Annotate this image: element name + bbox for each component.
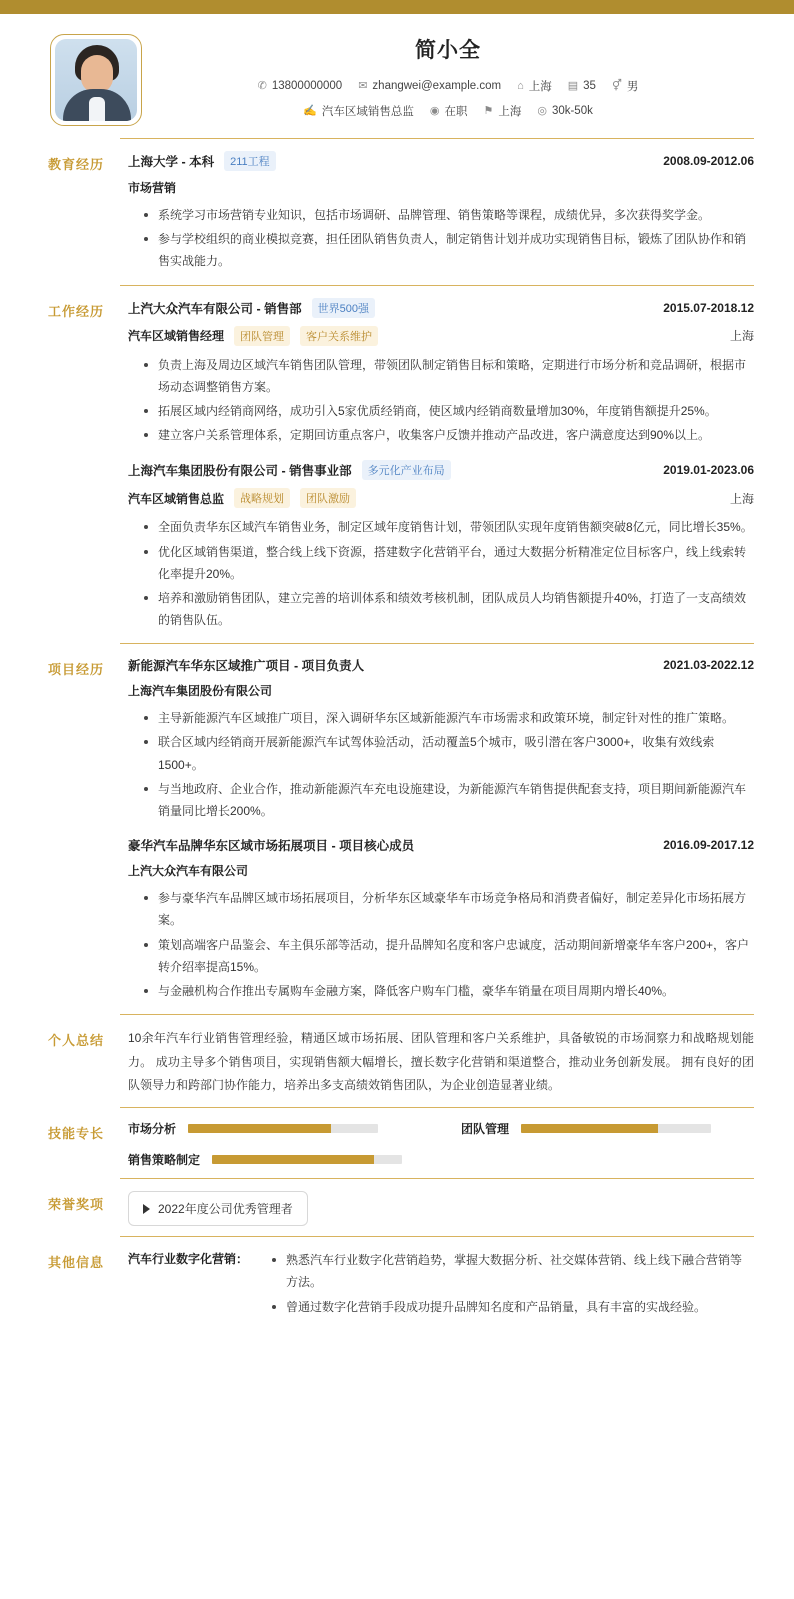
list-item: 策划高端客户品鉴会、车主俱乐部等活动，提升品牌知名度和客户忠诚度，活动期间新增豪华车客户200+，客户转介绍率提高15%。 (144, 934, 754, 978)
page-title: 简小全 (415, 39, 481, 62)
list-item: 负责上海及周边区域汽车销售团队管理，带领团队制定销售目标和策略，定期进行市场分析和竞品调研，根据市场动态调整销售方案。 (144, 354, 754, 398)
list-item: 系统学习市场营销专业知识，包括市场调研、品牌管理、销售策略等课程，成绩优异，多次获得奖学金。 (144, 204, 754, 226)
play-triangle-icon (143, 1204, 150, 1214)
work-date: 2019.01-2023.06 (663, 463, 754, 478)
section-work (0, 285, 794, 644)
project-entry (128, 656, 754, 822)
job-salary (537, 103, 593, 119)
project-bullets (128, 707, 754, 822)
skill-name: 销售策略制定 (128, 1153, 201, 1168)
project-title: 新能源汽车华东区域推广项目 - 项目负责人 (128, 659, 365, 674)
education-major: 市场营销 (128, 181, 177, 195)
skill-bar-fill (212, 1155, 374, 1164)
work-role: 汽车区域销售经理 (128, 329, 225, 344)
work-company: 上汽大众汽车有限公司 - 销售部 (128, 301, 302, 316)
education-entry (128, 151, 754, 273)
list-item: 优化区域销售渠道，整合线上线下资源，搭建数字化营销平台，通过大数据分析精准定位目标客户，线上线索转化率提升20%。 (144, 541, 754, 585)
section-label-projects: 项目经历 (47, 662, 104, 678)
list-item: 与金融机构合作推出专属购车金融方案，降低客户购车门槛，豪华车销量在项目周期内增长40%。 (144, 980, 754, 1002)
project-date: 2016.09-2017.12 (663, 838, 754, 853)
section-honors (0, 1178, 794, 1236)
work-bullets (128, 354, 754, 447)
summary-text: 10余年汽车行业销售管理经验，精通区域市场拓展、团队管理和客户关系维护，具备敏锐的市场洞察力和战略规划能力。 成功主导多个销售项目，实现销售额大幅增长，擅长数字化营销和渠道整合，推动业务创新发展。 拥有良好的团队领导力和跨部门协作能力，培养出多支高绩效销售团队，为企业创造显著业绩。 (128, 1031, 754, 1092)
work-date: 2015.07-2018.12 (663, 300, 754, 315)
work-location: 上海 (729, 491, 754, 506)
skill-item (128, 1120, 421, 1137)
section-label-other: 其他信息 (47, 1255, 104, 1271)
work-company-tag: 多元化产业布局 (362, 460, 451, 480)
calendar-icon: ▤ (567, 79, 579, 92)
list-item: 与当地政府、企业合作，推动新能源汽车充电设施建设，为新能源汽车销售提供配套支持，项目期间新能源汽车销量同比增长200%。 (144, 778, 754, 822)
top-accent-bar (0, 0, 794, 14)
skill-bar-fill (521, 1124, 658, 1133)
skill-bar (188, 1124, 378, 1133)
list-item: 拓展区域内经销商网络，成功引入5家优质经销商，使区域内经销商数量增加30%，年度销售额提升25%。 (144, 400, 754, 422)
other-key: 汽车行业数字化营销： (128, 1252, 249, 1267)
skill-name: 市场分析 (128, 1122, 177, 1137)
section-summary (0, 1014, 794, 1107)
job-title (303, 103, 414, 119)
honor-item[interactable] (128, 1191, 308, 1226)
other-item (128, 1249, 754, 1320)
section-skills (0, 1107, 794, 1178)
job-location-value: 上海 (498, 106, 522, 118)
location-icon: ⚑ (483, 104, 494, 117)
contact-city (517, 78, 552, 94)
list-item: 培养和激励销售团队，建立完善的培训体系和绩效考核机制，团队成员人均销售额提升40%，打造了一支高绩效的销售队伍。 (144, 587, 754, 631)
job-location (483, 103, 521, 119)
education-school: 上海大学 - 本科 (128, 155, 215, 169)
skill-item (128, 1151, 421, 1168)
contact-phone (258, 78, 343, 94)
briefcase-icon: ✍ (303, 104, 317, 117)
work-company-tag: 世界500强 (312, 298, 375, 318)
work-entry (128, 298, 754, 447)
list-item: 主导新能源汽车区域推广项目，深入调研华东区域新能源汽车市场需求和政策环境，制定针对性的推广策略。 (144, 707, 754, 729)
project-entry (128, 836, 754, 1002)
other-bullets (256, 1249, 754, 1318)
skill-bar (212, 1155, 402, 1164)
contact-gender-value: 男 (626, 81, 639, 93)
list-item: 参与豪华汽车品牌区域市场拓展项目，分析华东区域豪华车市场竞争格局和消费者偏好，制定差异化市场拓展方案。 (144, 887, 754, 931)
honor-label: 2022年度公司优秀管理者 (158, 1202, 293, 1217)
work-role-tag: 客户关系维护 (300, 326, 378, 346)
status-icon: ◉ (429, 104, 440, 117)
job-status-value: 在职 (444, 106, 468, 118)
work-location: 上海 (729, 329, 754, 344)
work-company: 上海汽车集团股份有限公司 - 销售事业部 (128, 464, 352, 479)
job-row (142, 103, 754, 119)
work-role-tag: 团队管理 (234, 326, 290, 346)
job-salary-value: 30k-50k (551, 105, 593, 117)
section-label-summary: 个人总结 (47, 1033, 104, 1049)
section-label-honors: 荣誉奖项 (47, 1197, 104, 1213)
contact-age (568, 78, 596, 94)
skill-bar (521, 1124, 711, 1133)
job-title-value: 汽车区域销售总监 (321, 106, 414, 118)
education-date: 2008.09-2012.06 (663, 154, 754, 168)
education-bullets (128, 204, 754, 273)
contact-email-value: zhangwei@example.com (372, 80, 502, 92)
education-tag: 211工程 (224, 151, 276, 171)
list-item: 曾通过数字化营销手段成功提升品牌知名度和产品销量，具有丰富的实战经验。 (272, 1296, 754, 1318)
work-bullets (128, 516, 754, 631)
section-label-work: 工作经历 (47, 303, 104, 319)
contact-email (358, 78, 501, 94)
list-item: 参与学校组织的商业模拟竞赛，担任团队销售负责人，制定销售计划并成功实现销售目标，锻炼了团队协作和销售实战能力。 (144, 228, 754, 272)
contact-age-value: 35 (583, 80, 596, 92)
work-role-tag: 团队激励 (300, 488, 356, 508)
project-title: 豪华汽车品牌华东区域市场拓展项目 - 项目核心成员 (128, 839, 415, 854)
skill-name: 团队管理 (461, 1122, 510, 1137)
avatar (50, 34, 142, 126)
work-role-tag: 战略规划 (234, 488, 290, 508)
mail-icon: ✉ (358, 79, 368, 92)
contact-gender (612, 78, 638, 94)
contact-row (142, 78, 754, 94)
section-other (0, 1236, 794, 1330)
work-entry (128, 460, 754, 631)
section-projects (0, 643, 794, 1014)
project-bullets (128, 887, 754, 1002)
section-label-skills: 技能专长 (47, 1126, 104, 1142)
gender-icon: ⚥ (611, 79, 622, 92)
list-item: 全面负责华东区域汽车销售业务，制定区域年度销售计划，带领团队实现年度销售额突破8亿元，同比增长35%。 (144, 516, 754, 538)
project-date: 2021.03-2022.12 (663, 658, 754, 673)
contact-phone-value: 13800000000 (271, 80, 343, 92)
home-icon: ⌂ (517, 79, 524, 92)
skill-bar-fill (188, 1124, 331, 1133)
section-label-education: 教育经历 (47, 157, 104, 172)
resume-header (0, 14, 794, 138)
job-status (430, 103, 468, 119)
list-item: 熟悉汽车行业数字化营销趋势，掌握大数据分析、社交媒体营销、线上线下融合营销等方法。 (272, 1249, 754, 1293)
contact-city-value: 上海 (528, 81, 552, 93)
phone-icon: ✆ (257, 79, 267, 92)
work-role: 汽车区域销售总监 (128, 491, 225, 506)
salary-icon: ◎ (537, 104, 547, 117)
skill-item (461, 1120, 754, 1137)
list-item: 联合区域内经销商开展新能源汽车试驾体验活动，活动覆盖5个城市，吸引潜在客户3000+，收集有效线索1500+。 (144, 731, 754, 775)
project-company: 上汽大众汽车有限公司 (128, 864, 249, 879)
list-item: 建立客户关系管理体系，定期回访重点客户，收集客户反馈并推动产品改进，客户满意度达到90%以上。 (144, 424, 754, 446)
section-education (0, 138, 794, 285)
project-company: 上海汽车集团股份有限公司 (128, 684, 273, 699)
